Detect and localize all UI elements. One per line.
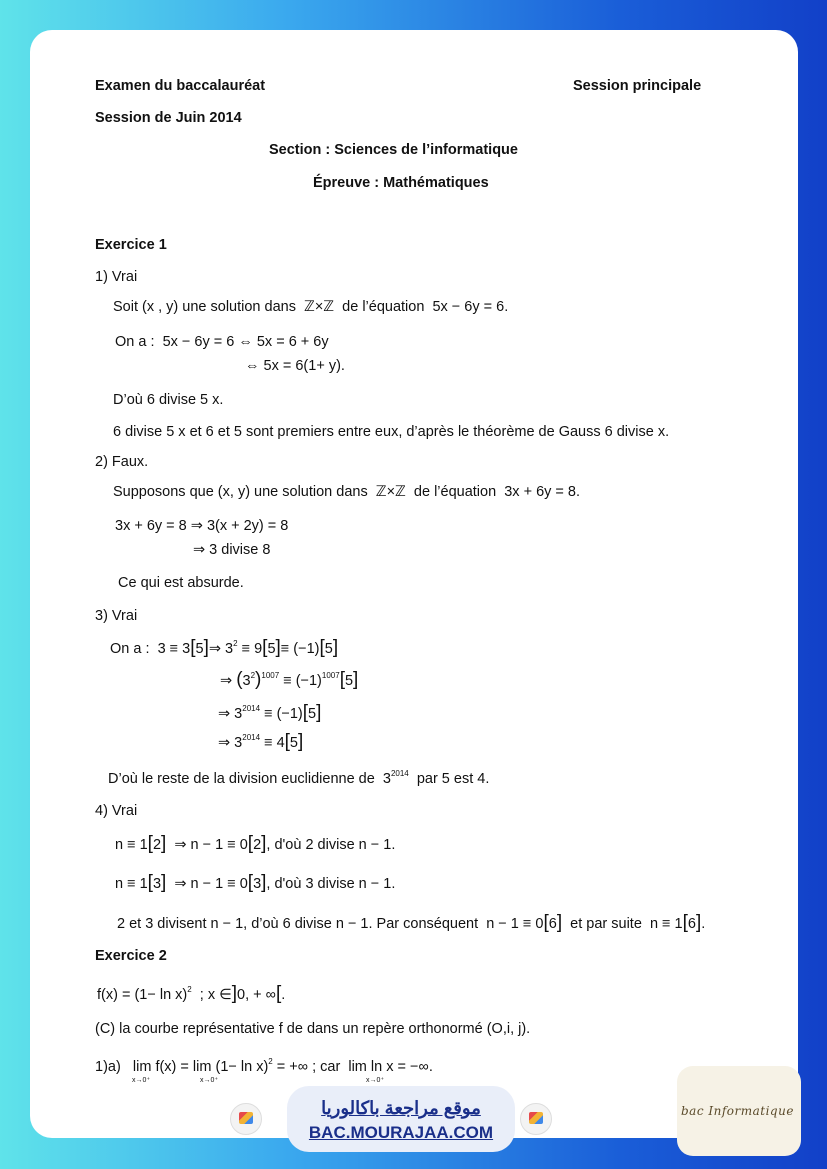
q2-line3: ⇒ 3 divise 8 [193, 542, 271, 558]
q1-line3: ⇔ 5x = 6(1+ y). [245, 358, 345, 374]
q4-line2: n ≡ 1[3] ⇒ n − 1 ≡ 0[3], d'où 3 divise n − 1. [115, 872, 396, 893]
logo-right-icon [520, 1103, 552, 1135]
curve-def: (C) la courbe représentative f de dans un repère orthonormé (O,i, j). [95, 1021, 531, 1037]
session-date: Session de Juin 2014 [95, 110, 242, 126]
section-title: Section : Sciences de l’informatique [269, 142, 518, 158]
limit-subscript-2: x→0⁺ [200, 1077, 219, 1084]
q2-line4: Ce qui est absurde. [118, 575, 244, 591]
session-type: Session principale [573, 78, 702, 94]
exercise-1-title: Exercice 1 [95, 237, 167, 253]
q1-line4: D’où 6 divise 5 x. [113, 392, 224, 408]
q3-line3: ⇒ $3^{2014} \equiv (-1)[5]$ [218, 702, 322, 723]
q1-line5: 6 divise 5 x et 6 et 5 sont premiers entre eux, d’après le théorème de Gauss 6 divise x. [113, 424, 670, 440]
q2-label: 2) Faux. [95, 454, 149, 470]
q3-line4: ⇒ $3^{2014} \equiv 4[5]$ [218, 731, 304, 752]
limit-subscript-3: x→0⁺ [366, 1077, 385, 1084]
exercise-2-title: Exercice 2 [95, 948, 167, 964]
brand-text: bac Informatique [681, 1104, 794, 1118]
function-def: $f(x) = (1- \ln x)^2$ ; x ∈]0, + ∞[. [97, 983, 286, 1004]
footer-arabic: موقع مراجعة باكالوريا [321, 1098, 481, 1118]
q2-line2: 3x + 6y = 8 ⇒ 3(x + 2y) = 8 [115, 518, 289, 534]
bac-informatique-logo [677, 1066, 801, 1156]
q3-line1: On a : 3 ≡ 3[5]⇒ $3^2 \equiv 9[5]\equiv (-1)[5]$ [110, 637, 339, 658]
q4-line1: n ≡ 1[2] ⇒ n − 1 ≡ 0[2], d'où 2 divise n − 1. [115, 833, 396, 854]
footer-url-link[interactable]: BAC.MOURAJAA.COM [308, 1123, 494, 1142]
q3-label: 3) Vrai [95, 608, 138, 624]
epreuve-title: Épreuve : Mathématiques [313, 175, 489, 191]
q1-line1: Soit (x , y) une solution dans ℤ×ℤ de l’équation 5x − 6y = 6. [113, 299, 509, 315]
q1-line2: On a : 5x − 6y = 6 ⇔ 5x = 6 + 6y [115, 334, 329, 350]
q1-label: 1) Vrai [95, 269, 138, 285]
footer-banner[interactable] [287, 1086, 515, 1152]
logo-left-icon [230, 1103, 262, 1135]
q4-line3: 2 et 3 divisent n − 1, d’où 6 divise n − 1. Par conséquent n − 1 ≡ 0[6] et par suite n ≡ 1[6]. [117, 912, 706, 933]
q3-conclusion: D’où le reste de la division euclidienne de $3^{2014}$ par 5 est 4. [108, 769, 490, 787]
limit-subscript-1: x→0⁺ [132, 1077, 151, 1084]
q1a-limit: 1)a) $\lim f(x) = \lim (1- \ln x)^2$ = +∞ ; car lim ln x = −∞. [95, 1057, 433, 1075]
q3-line2: ⇒ $(3^2)^{1007} \equiv (-1)^{1007}[5]$ [220, 669, 359, 690]
exam-title: Examen du baccalauréat [95, 78, 266, 94]
q2-line1: Supposons que (x, y) une solution dans ℤ×ℤ de l’équation 3x + 6y = 8. [113, 484, 581, 500]
q4-label: 4) Vrai [95, 803, 138, 819]
